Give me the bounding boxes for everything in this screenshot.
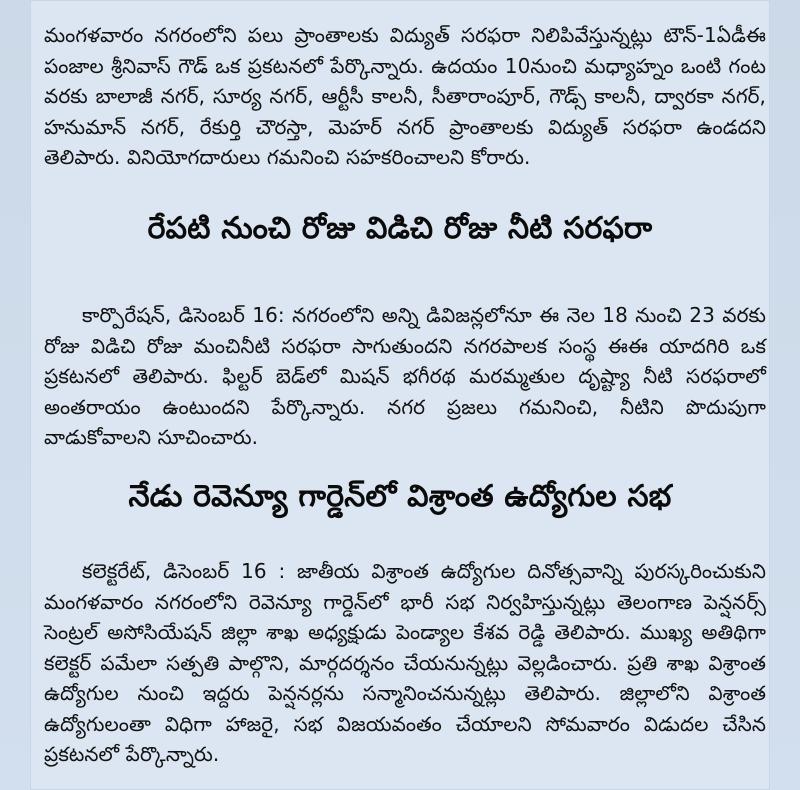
article-power-cut-body: మంగళవారం నగరంలోని పలు ప్రాంతాలకు విద్యుత్ సరఫరా నిలిపివేస్తున్నట్లు టౌన్-1ఏడీఈ పంజాల శ్రీనివాస్ గౌడ్ ఒక ప్రకటనలో పేర్కొన్నారు. ఉదయం 10నుంచి మధ్యాహ్నం ఒంటి గంట వరకు బాలాజీ నగర్, సూర్య నగర్, ఆర్టీసీ కాలనీ, సీతారాంపూర్, గౌడ్స్ కాలనీ, ద్వారకా నగర్, హనుమాన్ నగర్, రేకుర్తి చౌరస్తా, మెహర్ నగర్ ప్రాంతాలకు విద్యుత్ సరఫరా ఉండదని తెలిపారు. వినియోగదారులు గమనించి సహకరించాలని కోరారు. xyxy=(44,23,766,169)
article-water-supply-body: కార్పొరేషన్, డిసెంబర్ 16: నగరంలోని అన్ని డివిజన్లలోనూ ఈ నెల 18 నుంచి 23 వరకు రోజు విడిచి రోజు మంచినీటి సరఫరా సాగుతుందని నగరపాలక సంస్థ ఈఈ యాదగిరి ఒక ప్రకటనలో తెలిపారు. ఫిల్టర్ బెడ్‌లో మిషన్ భగీరథ మరమ్మతుల దృష్ట్యా నీటి సరఫరాలో అంతరాయం ఉంటుందని పేర్కొన్నారు. నగర ప్రజలు గమనించి, నీటిని పొదుపుగా వాడుకోవాలని సూచించారు. xyxy=(44,303,766,449)
article-pensioners-meeting-body: కలెక్టరేట్, డిసెంబర్ 16 : జాతీయ విశ్రాంత ఉద్యోగుల దినోత్సవాన్ని పురస్కరించుకుని మంగళవారం నగరంలోని రెవెన్యూ గార్డెన్‌లో భారీ సభ నిర్వహిస్తున్నట్లు తెలంగాణ పెన్షనర్స్ సెంట్రల్ అసోసియేషన్ జిల్లా శాఖ అధ్యక్షుడు పెండ్యాల కేశవ రెడ్డి తెలిపారు. ముఖ్య అతిథిగా కలెక్టర్ పమేలా సత్పతి పాల్గొని, మార్గదర్శనం చేయనున్నట్లు వెల్లడించారు. ప్రతి శాఖ విశ్రాంత ఉద్యోగుల నుంచి ఇద్దరు పెన్షనర్లను సన్మానించనున్నట్లు తెలిపారు. జిల్లాలోని విశ్రాంత ఉద్యోగులంతా విధిగా హాజరై, సభ విజయవంతం చేయాలని సోమవారం విడుదల చేసిన ప్రకటనలో పేర్కొన్నారు. xyxy=(44,559,766,766)
article-pensioners-meeting-heading: నేడు రెవెన్యూ గార్డెన్‌లో విశ్రాంత ఉద్యోగుల సభ xyxy=(128,479,672,514)
article-water-supply-heading: రేపటి నుంచి రోజు విడిచి రోజు నీటి సరఫరా xyxy=(147,211,653,246)
